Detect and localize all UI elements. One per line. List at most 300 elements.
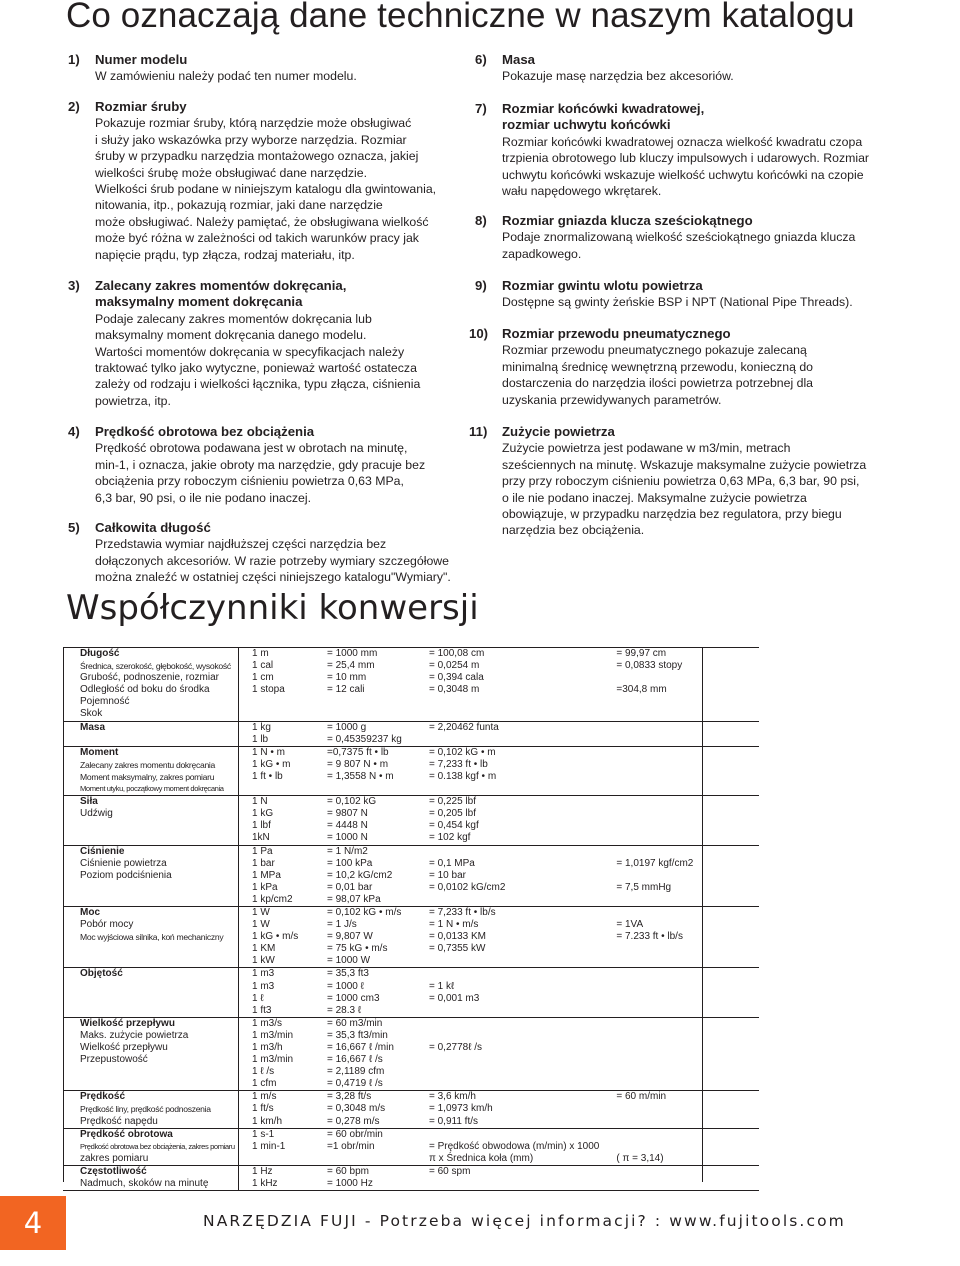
conversion-value — [599, 906, 759, 919]
quantity-label: Masa — [63, 721, 239, 734]
table-row — [63, 1017, 759, 1030]
conversion-value — [310, 1153, 412, 1166]
conversion-value: = 9,807 W — [327, 931, 373, 943]
quantity-label: Zalecany zakres momentu dokręcania — [63, 759, 239, 771]
page-number: 4 — [0, 1196, 66, 1250]
section-text: Pokazuje masę narzędzia bez akcesoriów. — [502, 69, 734, 84]
conversion-value: = 60 spm — [412, 1165, 599, 1178]
conversion-value — [239, 783, 311, 796]
conversion-value: 1 kPa — [252, 881, 278, 893]
table-row — [63, 648, 759, 661]
conversion-value: = 0,0833 stopy — [616, 660, 683, 672]
section-number: 8) — [475, 213, 487, 228]
quantity-label: Pobór mocy — [63, 919, 239, 931]
conversion-value: = 100,08 cm — [412, 648, 599, 661]
quantity-label: Moc — [63, 906, 239, 919]
conversion-value — [412, 1017, 599, 1030]
table-row — [63, 771, 759, 783]
table-row — [63, 1141, 759, 1153]
conversion-value: =1 obr/min — [327, 1140, 375, 1152]
quantity-label: Prędkość obrotowa bez obciążenia, zakres pomiaru — [63, 1141, 239, 1153]
conversion-value: = 10,2 kG/cm2 — [327, 869, 393, 881]
conversion-value: 1 m — [239, 648, 311, 661]
conversion-value: = 3,28 ft/s — [310, 1091, 412, 1104]
conversion-value — [412, 1178, 599, 1191]
conversion-value: = 0,454 kgf — [429, 820, 479, 832]
section-8 — [475, 213, 856, 262]
conversion-value: 1 m3/min — [252, 1029, 294, 1041]
quantity-label: Odległość od boku do środka — [63, 684, 239, 696]
conversion-value: = 10 bar — [429, 869, 466, 881]
conversion-value: 1 bar — [252, 857, 275, 869]
conversion-value: = 0,0102 kG/cm2 — [429, 881, 506, 893]
conversion-value — [599, 708, 759, 721]
section-text: Podaje znormalizowaną wielkość sześciokątnego gniazda klucza — [502, 230, 856, 245]
conversion-value — [599, 759, 759, 771]
section-text: uzyskania przewidywanych parametrów. — [502, 392, 722, 407]
table-row — [63, 808, 759, 820]
section-heading: Zużycie powietrza — [502, 424, 615, 439]
section-heading: Rozmiar gwintu wlotu powietrza — [502, 278, 703, 293]
conversion-value: = 1000 g — [310, 721, 412, 734]
conversion-value — [412, 708, 599, 721]
conversion-value: = 0,7355 kW — [429, 943, 486, 955]
quantity-label: Częstotliwość — [63, 1165, 239, 1178]
section-text: Rozmiar końcówki kwadratowej oznacza wielkość kwadratu czopa — [502, 134, 863, 149]
section-text: powietrza, itp. — [95, 393, 171, 408]
table-row — [63, 906, 759, 919]
conversion-value: = 0,001 m3 — [429, 992, 480, 1004]
table-row — [63, 1030, 759, 1042]
quantity-label: Udźwig — [63, 808, 239, 820]
conversion-value: = 75 kG • m/s — [327, 943, 388, 955]
conversion-value — [599, 1005, 759, 1018]
quantity-label: Przepustowość — [63, 1054, 239, 1066]
section-number: 10) — [469, 326, 489, 341]
section-2 — [68, 99, 437, 263]
quantity-label: Moment maksymalny, zakres pomiaru — [63, 771, 239, 783]
conversion-value — [599, 1141, 759, 1153]
conversion-value: = 0.138 kgf • m — [429, 770, 497, 782]
conversion-value: = 28.3 ℓ — [327, 1004, 362, 1016]
conversion-value: = 1,3558 N • m — [327, 770, 394, 782]
section-text: Rozmiar przewodu pneumatycznego pokazuje zalecaną — [502, 343, 807, 358]
conversion-value: 1 ℓ /s — [252, 1066, 275, 1078]
conversion-value — [412, 734, 599, 747]
conversion-value — [310, 708, 412, 721]
conversion-value: = 1000 mm — [310, 648, 412, 661]
conversion-value — [599, 870, 759, 882]
quantity-label — [63, 734, 239, 747]
conversion-value: =0,7375 ft • lb — [310, 746, 412, 759]
conversion-value: = 0,394 cala — [429, 672, 484, 684]
section-text: obowiązuje, w przypadku narzędzia bez regulatora, przy biegu — [502, 507, 842, 522]
conversion-value: = 1000 Hz — [310, 1178, 412, 1191]
conversion-value — [599, 808, 759, 820]
conversion-value: = 1 J/s — [327, 919, 357, 931]
conversion-value — [599, 696, 759, 708]
quantity-label — [63, 943, 239, 955]
conversion-value: 1 s-1 — [239, 1128, 311, 1141]
conversion-value — [412, 968, 599, 981]
section-number: 1) — [68, 52, 80, 67]
section-text: może być różna w zależności od takich warunków pracy jak — [95, 231, 419, 246]
conversion-value — [599, 981, 759, 993]
quantity-label: Pojemność — [63, 696, 239, 708]
quantity-label: Prędkość liny, prędkość podnoszenia — [63, 1103, 239, 1115]
conversion-table-body — [63, 648, 759, 1191]
conversion-value — [599, 845, 759, 858]
conversion-value: 1 m3/h — [252, 1042, 283, 1053]
conversion-value — [412, 1078, 599, 1091]
table-row — [63, 1042, 759, 1054]
section-text: i służy jako wskazówka przy wyborze narzędzia. Rozmiar — [95, 132, 407, 147]
conversion-value: = 0,01 bar — [327, 881, 373, 893]
section-heading: rozmiar uchwytu końcówki — [502, 117, 671, 133]
table-row — [63, 858, 759, 870]
conversion-value: 1 lb — [252, 733, 269, 745]
conversion-value: 1 lbf — [252, 820, 271, 832]
table-row — [63, 882, 759, 894]
section-text: Przedstawia wymiar najdłuższej części narzędzia bez — [95, 537, 387, 552]
conversion-value: = 9807 N — [327, 808, 368, 820]
quantity-label — [63, 820, 239, 832]
conversion-table — [63, 647, 759, 1191]
conversion-value: = 1000 ℓ — [327, 980, 364, 992]
conversion-value: 1 KM — [252, 943, 276, 955]
section-text: min-1, i oznacza, jakie obroty ma narzędzie, gdy pracuje bez — [95, 457, 426, 472]
quantity-label: Moc wyjściowa silnika, koń mechaniczny — [63, 931, 239, 943]
table-row — [63, 672, 759, 684]
section-number: 5) — [68, 520, 80, 535]
quantity-label — [63, 832, 239, 845]
table-row — [63, 1165, 759, 1178]
conversion-value: = 7,233 ft • lb/s — [412, 906, 599, 919]
conversion-value: 1 kW — [252, 955, 275, 967]
conversion-value — [412, 783, 599, 796]
conversion-value — [412, 845, 599, 858]
conversion-value — [412, 1066, 599, 1078]
table-row — [63, 955, 759, 968]
table-row — [63, 968, 759, 981]
conversion-value: = 0,0254 m — [429, 660, 480, 672]
section-text: wielkości śrubę może obsługiwać dane narzędzie. — [95, 165, 368, 180]
conversion-value: = 3,6 km/h — [412, 1091, 599, 1104]
conversion-value: 1 cal — [252, 660, 274, 672]
conversion-value: = 0,4719 ℓ /s — [327, 1078, 383, 1090]
section-text: uchwytu końcówki wskazuje wielkość uchwytu końcówki na czopie — [502, 167, 864, 182]
quantity-label: Objętość — [63, 968, 239, 981]
table-row — [63, 796, 759, 809]
conversion-value: = 2,1189 cfm — [327, 1066, 385, 1078]
conversion-value: 1 stopa — [252, 684, 285, 696]
conversion-value: = 25,4 mm — [327, 660, 375, 672]
conversion-value — [599, 820, 759, 832]
conversion-value — [599, 721, 759, 734]
section-6 — [475, 52, 734, 85]
table-row — [63, 919, 759, 931]
quantity-label: Moment utyku, początkowy moment dokręcania — [63, 783, 239, 796]
conversion-value: = 102 kgf — [429, 832, 471, 844]
conversion-value: 1 m/s — [239, 1091, 311, 1104]
section-text: przy przy roboczym ciśnieniu powietrza 0,63 MPa, 6,3 bar, 90 psi, — [502, 474, 860, 489]
conversion-value: = 0,225 lbf — [412, 796, 599, 809]
conversion-value — [412, 955, 599, 968]
quantity-label: Prędkość — [63, 1091, 239, 1104]
quantity-label — [63, 993, 239, 1005]
conversion-value: 1 W — [239, 906, 311, 919]
conversion-value: = 1000 W — [327, 955, 371, 967]
conversion-value: 1 ft3 — [252, 1004, 272, 1016]
conversion-value — [599, 1128, 759, 1141]
conversion-value: = 16,667 ℓ /s — [327, 1054, 383, 1066]
section-text: Podaje zalecany zakres momentów dokręcania lub — [95, 311, 372, 326]
conversion-value — [599, 1116, 759, 1129]
section-text: Wartości momentów dokręcania w specyfikacjach należy — [95, 344, 405, 359]
conversion-value: = 0,2778ℓ /s — [429, 1042, 482, 1053]
table-row — [63, 684, 759, 696]
section-text: zależy od rodzaju i wielkości łącznika, typu złącza, ciśnienia — [95, 377, 421, 392]
section-heading: Całkowita długość — [95, 520, 211, 535]
section-number: 6) — [475, 52, 487, 67]
conversion-value: 1 kG • m/s — [252, 931, 299, 943]
table-row — [63, 721, 759, 734]
section-text: 6,3 bar, 90 psi, o ile nie podano inaczej. — [95, 490, 312, 505]
quantity-label — [63, 955, 239, 968]
section-text: Zużycie powietrza jest podawane w m3/min, metrach — [502, 441, 791, 456]
conversion-value: = 35,3 ft3/min — [327, 1029, 388, 1041]
quantity-label: Moment — [63, 746, 239, 759]
conversion-value — [599, 1178, 759, 1191]
conversion-value: = Prędkość obwodowa (m/min) x 1000 — [429, 1140, 600, 1152]
section-text: nitowania, itp., pokazują rozmiar, jaki dane narzędzie — [95, 198, 383, 213]
section-1 — [68, 52, 357, 85]
section-heading: Prędkość obrotowa bez obciążenia — [95, 424, 315, 439]
section-text: Wielkości śrub podane w niniejszym katalogu dla gwintowania, — [95, 182, 437, 197]
conversion-value: 1 ℓ — [252, 992, 264, 1004]
conversion-value: = 9 807 N • m — [327, 758, 389, 770]
conversion-value: = 1 kℓ — [429, 980, 455, 992]
table-row — [63, 943, 759, 955]
conversion-value — [310, 696, 412, 708]
conversion-value — [599, 1165, 759, 1178]
table-row — [63, 1091, 759, 1104]
conversion-value — [599, 1042, 759, 1054]
conversion-value: = 0,3048 m — [429, 684, 480, 696]
conversion-value: = 10 mm — [327, 672, 367, 684]
conversion-value: = 99,97 cm — [599, 648, 759, 661]
section-text: wału napędowego wkrętarek. — [502, 184, 662, 199]
section-text: śruby w przypadku narzędzia montażowego oznacza, jakiej — [95, 149, 419, 164]
section-heading: Rozmiar śruby — [95, 99, 187, 114]
conversion-value — [239, 1153, 311, 1166]
section-heading: Rozmiar końcówki kwadratowej, — [502, 101, 705, 116]
quantity-label: Prędkość napędu — [63, 1116, 239, 1129]
quantity-label: zakres pomiaru — [63, 1153, 239, 1166]
section-number: 3) — [68, 278, 80, 293]
conversion-value: = 1000 N — [327, 832, 368, 844]
conversion-value: = 60 m3/min — [310, 1017, 412, 1030]
conversion-value: 1 kG — [252, 808, 274, 820]
conversion-value — [599, 672, 759, 684]
section-number: 2) — [68, 99, 80, 114]
quantity-label: Prędkość obrotowa — [63, 1128, 239, 1141]
section-text: Prędkość obrotowa podawana jest w obrotach na minutę, — [95, 441, 408, 456]
page-title: Co oznaczają dane techniczne w naszym katalogu — [66, 0, 855, 35]
conversion-value — [599, 796, 759, 809]
section-heading: Rozmiar gniazda klucza sześciokątnego — [502, 213, 753, 228]
conversion-value: = 0,102 kG • m/s — [310, 906, 412, 919]
conversion-value — [599, 1054, 759, 1066]
section-heading: Masa — [502, 52, 535, 67]
conversion-value — [599, 1103, 759, 1115]
conversion-value — [239, 696, 311, 708]
conversion-value — [599, 993, 759, 1005]
conversion-value: = 100 kPa — [327, 857, 373, 869]
section-text: obciążenia przy roboczym ciśnieniu powietrza 0,63 MPa, — [95, 474, 404, 489]
section-heading: maksymalny moment dokręcania — [95, 294, 303, 310]
conversion-value — [239, 708, 311, 721]
section-text: może obsługiwać. Należy pamiętać, że obsługiwana wielkość — [95, 214, 429, 229]
conversion-value: = 0,3048 m/s — [327, 1103, 386, 1115]
conversion-value — [599, 1030, 759, 1042]
conversion-value: = 12 cali — [327, 684, 365, 696]
table-row — [63, 931, 759, 943]
quantity-label — [63, 1005, 239, 1018]
quantity-label — [63, 882, 239, 894]
conversion-value: π x Średnica koła (mm) — [429, 1152, 534, 1164]
conversion-value: = 7.233 ft • lb/s — [616, 931, 683, 943]
table-row — [63, 1078, 759, 1091]
table-row — [63, 1128, 759, 1141]
conversion-value — [599, 955, 759, 968]
conversion-value: = 98,07 kPa — [327, 893, 381, 905]
section-text: zapadkowego. — [502, 246, 582, 261]
conversion-value: 1 m3 — [239, 968, 311, 981]
section-11 — [469, 424, 867, 539]
conversion-value: = 0,205 lbf — [429, 808, 476, 820]
table-row — [63, 660, 759, 672]
section-heading: Zalecany zakres momentów dokręcania, — [95, 278, 347, 293]
conversion-value: = 2,20462 funta — [412, 721, 599, 734]
quantity-label: Wielkość przepływu — [63, 1017, 239, 1030]
section-9 — [475, 278, 853, 311]
conversion-value: = 0,1 MPa — [429, 857, 475, 869]
section-7 — [475, 101, 870, 199]
section-text: maksymalny moment dokręcania danego modelu. — [95, 328, 367, 343]
conversion-value: 1 Hz — [239, 1165, 311, 1178]
conversion-value — [412, 1128, 599, 1141]
conversion-value — [599, 783, 759, 796]
conversion-value — [412, 1054, 599, 1066]
table-row — [63, 1103, 759, 1115]
section-text: minimalną średnicę wewnętrzną przewodu, konieczną do — [502, 359, 814, 374]
conversion-value: = 35,3 ft3 — [310, 968, 412, 981]
conversion-value — [599, 894, 759, 907]
section-number: 9) — [475, 278, 487, 293]
conversion-value: = 60 bpm — [310, 1165, 412, 1178]
section-text: dołączonych akcesoriów. W razie potrzeby wymiary szczegółowe — [95, 553, 450, 568]
conversion-value: = 0,45359237 kg — [327, 733, 402, 745]
table-row — [63, 783, 759, 796]
table-row — [63, 734, 759, 747]
table-row — [63, 1054, 759, 1066]
conversion-value — [599, 1066, 759, 1078]
section-number: 7) — [475, 101, 487, 116]
table-row — [63, 820, 759, 832]
table-row — [63, 746, 759, 759]
conversion-value: = 1,0973 km/h — [429, 1103, 493, 1115]
conversion-value: = 60 m/min — [599, 1091, 759, 1104]
conversion-value — [412, 1005, 599, 1018]
conversion-value — [599, 943, 759, 955]
section-heading: Rozmiar przewodu pneumatycznego — [502, 326, 731, 341]
table-row — [63, 708, 759, 721]
conversion-value: = 1000 cm3 — [327, 992, 380, 1004]
conversion-value: 1 W — [252, 919, 270, 931]
section-heading: Numer modelu — [95, 52, 188, 67]
conversion-value: = 1VA — [616, 919, 644, 931]
conversion-value — [412, 696, 599, 708]
quantity-label: Średnica, szerokość, głębokość, wysokość — [63, 660, 239, 672]
conversion-value: 1 ft • lb — [252, 770, 283, 782]
table-row — [63, 894, 759, 907]
section-text: traktować tylko jako wytyczne, ponieważ wartość ostatecza — [95, 361, 417, 376]
conversion-value — [599, 746, 759, 759]
section-text: sześciennych na minutę. Wskazuje maksymalne zużycie powietrza — [502, 457, 867, 472]
conversion-value: 1 N — [239, 796, 311, 809]
section-text: o ile nie podano inaczej. Maksymalne zużycie powietrza — [502, 490, 807, 505]
quantity-label: Ciśnienie powietrza — [63, 858, 239, 870]
conversion-value — [412, 894, 599, 907]
conversion-value: 1 m3/min — [252, 1054, 294, 1066]
conversion-value: = 0,102 kG • m — [412, 746, 599, 759]
table-row — [63, 1005, 759, 1018]
conversion-value: = 7,5 mmHg — [616, 881, 672, 893]
conversion-value: 1 min-1 — [252, 1140, 286, 1152]
section-text: trzpienia obrotowego lub kluczy impulsowych i udarowych. Rozmiar — [502, 151, 870, 166]
conversion-value: 1 kp/cm2 — [252, 893, 293, 905]
conversion-value: = 60 obr/min — [310, 1128, 412, 1141]
section-10 — [469, 326, 814, 408]
conversion-value: =304,8 mm — [616, 684, 667, 696]
table-row — [63, 1178, 759, 1191]
section-text: napięcie prądu, typ złącza, rodzaj materiału, itp. — [95, 247, 355, 262]
quantity-label: Maks. zużycie powietrza — [63, 1030, 239, 1042]
conversion-value — [599, 734, 759, 747]
conversion-value: 1 km/h — [252, 1115, 283, 1127]
table-row — [63, 696, 759, 708]
conversion-value: = 7,233 ft • lb — [429, 758, 488, 770]
conversion-value: = 16,667 ℓ /min — [327, 1042, 394, 1053]
section-4 — [68, 424, 426, 506]
conversion-value: 1 kG • m — [252, 758, 291, 770]
quantity-label: Poziom podciśnienia — [63, 870, 239, 882]
table-row — [63, 832, 759, 845]
conversion-title: Współczynniki konwersji — [66, 588, 479, 628]
table-row — [63, 1066, 759, 1078]
quantity-label: Długość — [63, 648, 239, 661]
section-text: można znaleźć w ostatniej części niniejszego katalogu"Wymiary". — [95, 570, 451, 585]
conversion-value: 1kN — [252, 832, 270, 844]
conversion-value: = 1 N • m/s — [429, 919, 479, 931]
conversion-value: = 4448 N — [327, 820, 368, 832]
table-row — [63, 870, 759, 882]
conversion-value: 1 N • m — [239, 746, 311, 759]
conversion-value: 1 kg — [239, 721, 311, 734]
section-text: Dostępne są gwinty żeńskie BSP i NPT (National Pipe Threads). — [502, 295, 853, 310]
conversion-value — [310, 783, 412, 796]
